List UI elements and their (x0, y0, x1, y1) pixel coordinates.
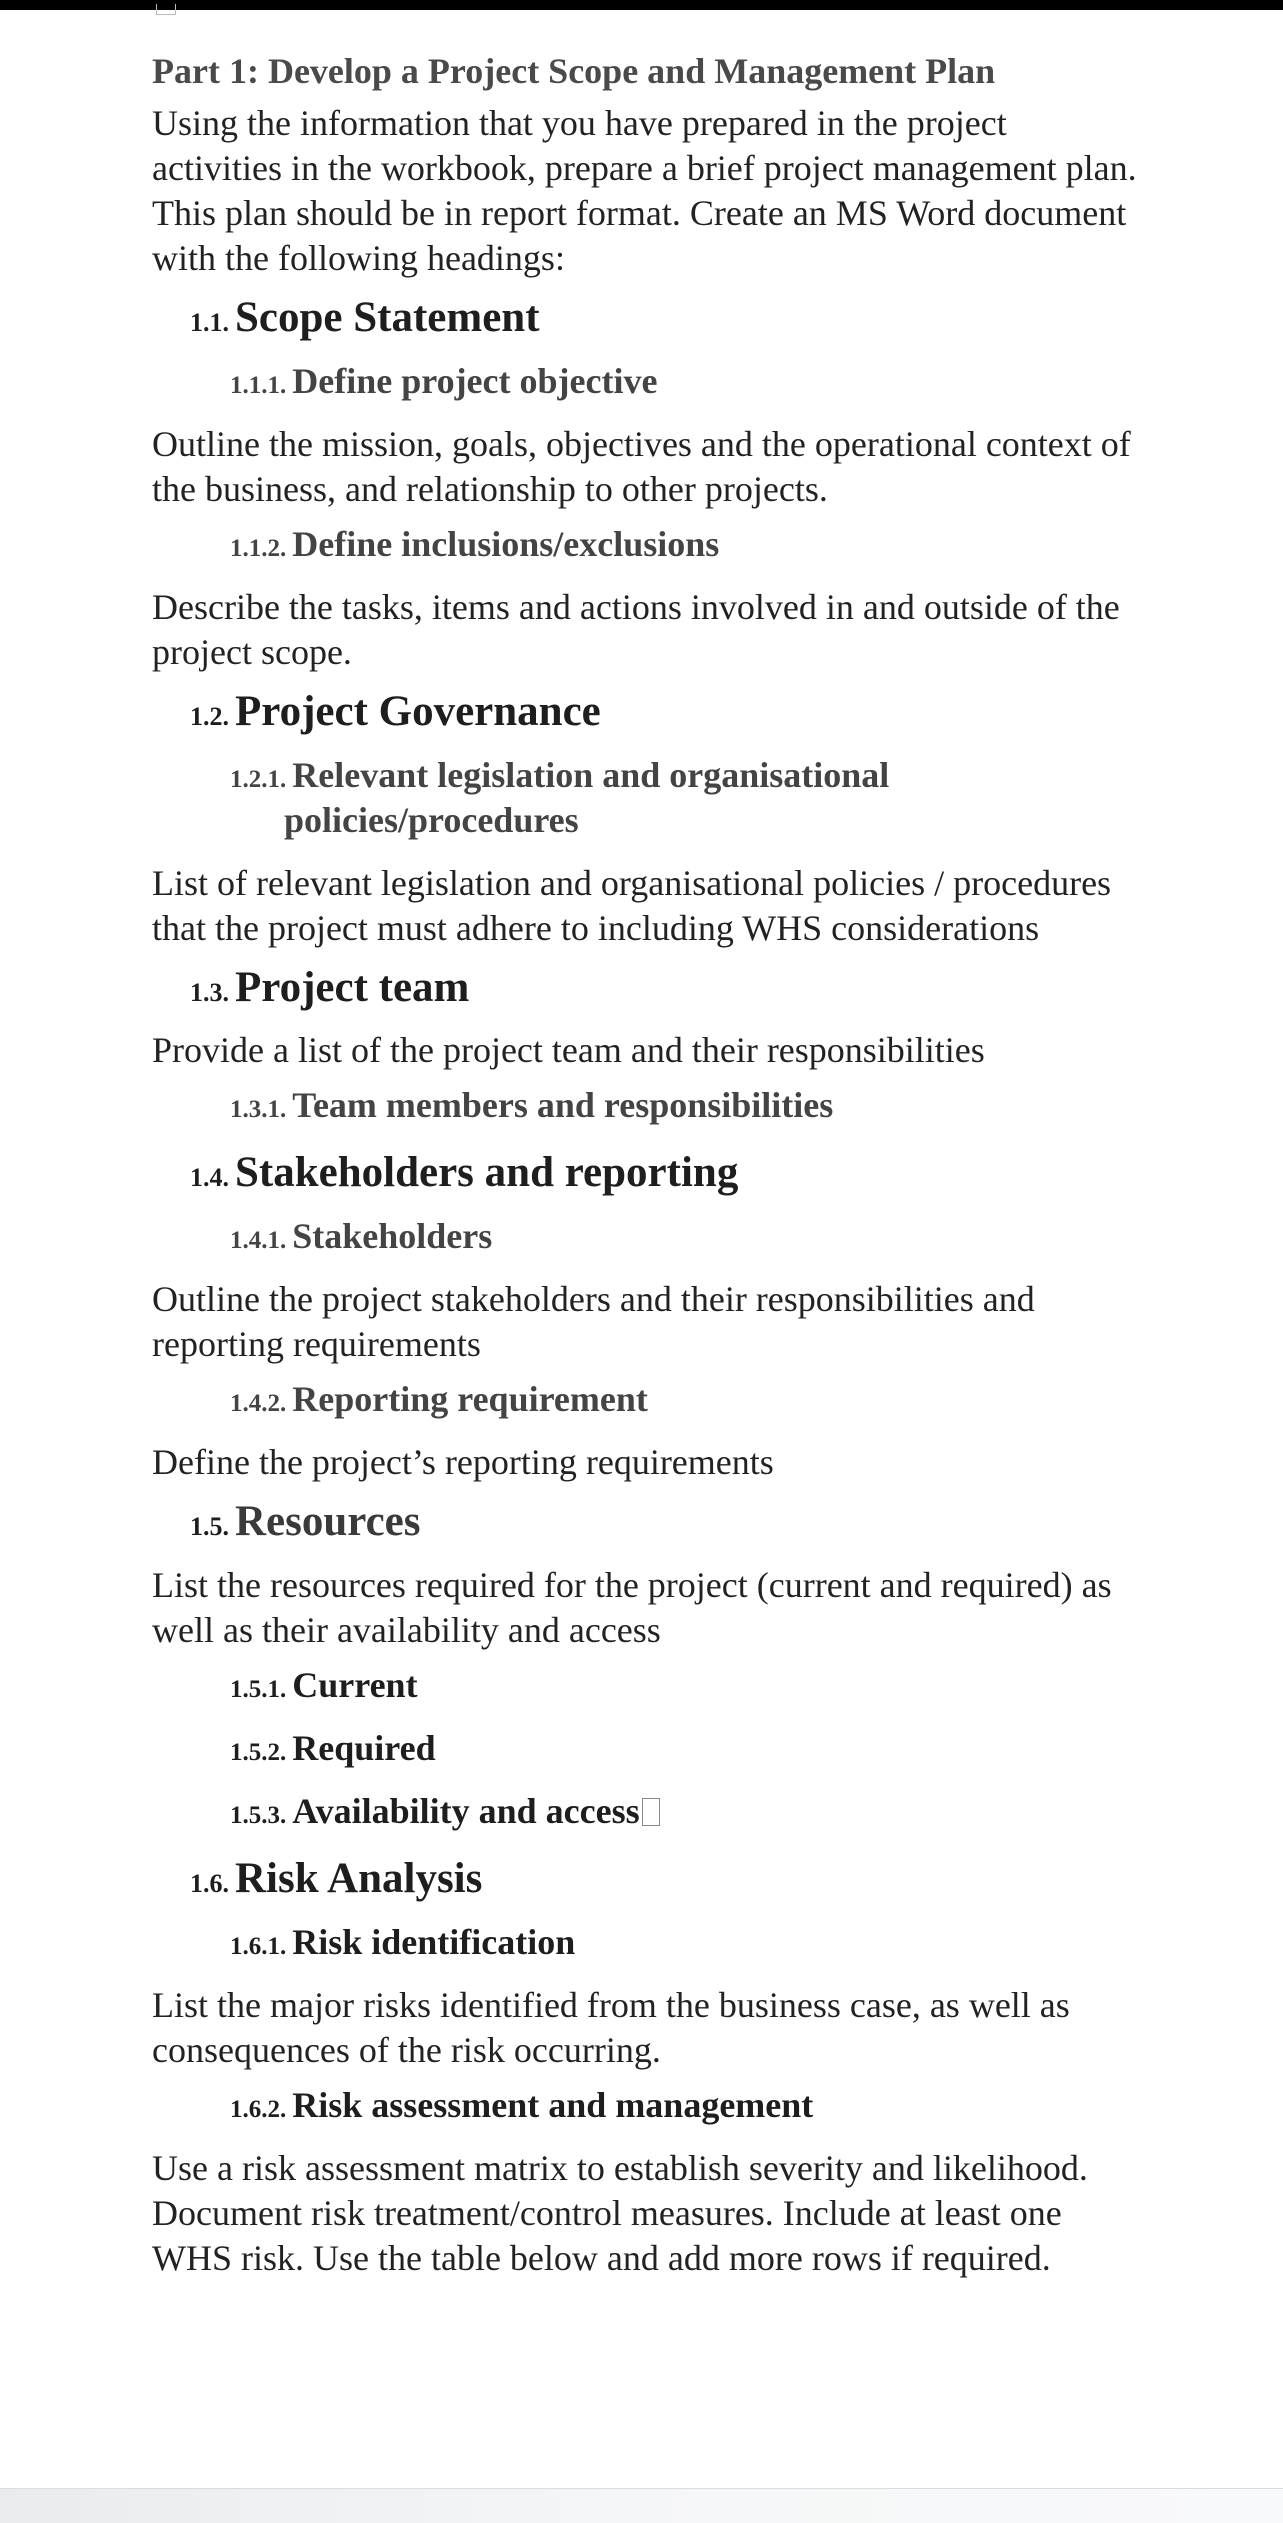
heading-number: 1.6.2. (230, 2095, 287, 2123)
paragraph-reporting-requirement: Define the project’s reporting requirements (152, 1442, 774, 1483)
heading-text: Resources (235, 1498, 421, 1546)
heading-number: 1.4.2. (230, 1390, 287, 1418)
heading-number: 1.5.2. (230, 1738, 287, 1766)
missing-glyph-box (642, 1798, 660, 1826)
paragraph-project-objective: Outline the mission, goals, objectives and the operational context of the business, and relationship to other projects. (152, 423, 1131, 509)
heading-number: 1.1. (190, 308, 229, 338)
heading-number: 1.5.1. (230, 1675, 287, 1703)
heading-stakeholders (230, 1214, 1152, 1259)
top-bar (0, 0, 1283, 10)
heading-number: 1.1.2. (230, 534, 287, 562)
heading-text-continued: policies/procedures (284, 799, 579, 840)
heading-text: Relevant legislation and organisational (292, 754, 890, 795)
heading-risk-identification (230, 1920, 1152, 1965)
paragraph-stakeholders: Outline the project stakeholders and their responsibilities and reporting requirements (152, 1279, 1035, 1365)
heading-reporting-requirement (230, 1377, 1152, 1422)
heading-number: 1.6. (190, 1868, 229, 1898)
heading-number: 1.1.1. (230, 371, 287, 399)
heading-risk-analysis (190, 1852, 1152, 1906)
paragraph-inclusions-exclusions: Describe the tasks, items and actions involved in and outside of the project scope. (152, 586, 1120, 672)
heading-team-members (230, 1083, 1152, 1128)
heading-number: 1.3.1. (230, 1096, 287, 1124)
heading-scope-statement (190, 291, 1152, 345)
heading-text: Project Governance (235, 687, 601, 735)
heading-number: 1.3. (190, 977, 229, 1007)
heading-text: Risk Analysis (235, 1854, 483, 1902)
heading-number: 1.2. (190, 701, 229, 731)
intro-paragraph: Using the information that you have prepared in the project activities in the workbook, prepare a brief project management plan. This plan should be in report format. Create an MS Word document with the following headings: (152, 103, 1137, 279)
document-body (152, 50, 1152, 2291)
paragraph-resources: List the resources required for the project (current and required) as well as their availability and access (152, 1564, 1112, 1650)
paragraph-risk-assessment: Use a risk assessment matrix to establish severity and likelihood. Document risk treatment/control measures. Include at least one WHS risk. Use the table below and add more rows if required. (152, 2147, 1088, 2278)
heading-text: Define project objective (292, 360, 658, 401)
heading-text: Availability and access (292, 1790, 640, 1831)
heading-number: 1.5.3. (230, 1801, 287, 1829)
heading-text: Risk identification (292, 1921, 576, 1962)
heading-number: 1.6.1. (230, 1932, 287, 1960)
heading-text: Required (292, 1727, 436, 1768)
heading-number: 1.2.1. (230, 765, 287, 793)
part-title: Part 1: Develop a Project Scope and Management Plan (152, 51, 996, 91)
heading-text: Current (292, 1664, 418, 1705)
heading-risk-assessment (230, 2083, 1152, 2128)
heading-number: 1.5. (190, 1512, 229, 1542)
paragraph-project-team: Provide a list of the project team and their responsibilities (152, 1030, 985, 1071)
missing-glyph-box (156, 4, 176, 15)
heading-availability-and-access (230, 1789, 1152, 1834)
heading-current (230, 1663, 1152, 1708)
heading-text: Reporting requirement (292, 1379, 648, 1420)
heading-text: Stakeholders and reporting (235, 1149, 739, 1197)
heading-number: 1.4. (190, 1163, 229, 1193)
heading-project-governance (190, 685, 1152, 739)
heading-text: Risk assessment and management (292, 2084, 814, 2125)
heading-relevant-legislation (230, 753, 1152, 843)
heading-number: 1.4.1. (230, 1227, 287, 1255)
paragraph-risk-identification: List the major risks identified from the business case, as well as consequences of the risk occurring. (152, 1984, 1070, 2070)
heading-project-team (190, 961, 1152, 1015)
paragraph-relevant-legislation: List of relevant legislation and organisational policies / procedures that the project must adhere to including WHS considerations (152, 862, 1112, 948)
heading-text: Define inclusions/exclusions (292, 523, 720, 564)
bottom-strip (0, 2488, 1283, 2523)
heading-text: Scope Statement (235, 294, 540, 342)
heading-required (230, 1726, 1152, 1771)
heading-text: Stakeholders (292, 1216, 493, 1257)
heading-text: Project team (235, 963, 470, 1011)
heading-define-inclusions-exclusions (230, 522, 1152, 567)
heading-stakeholders-and-reporting (190, 1146, 1152, 1200)
heading-define-project-objective (230, 359, 1152, 404)
heading-text: Team members and responsibilities (292, 1085, 834, 1126)
heading-resources (190, 1495, 1152, 1549)
